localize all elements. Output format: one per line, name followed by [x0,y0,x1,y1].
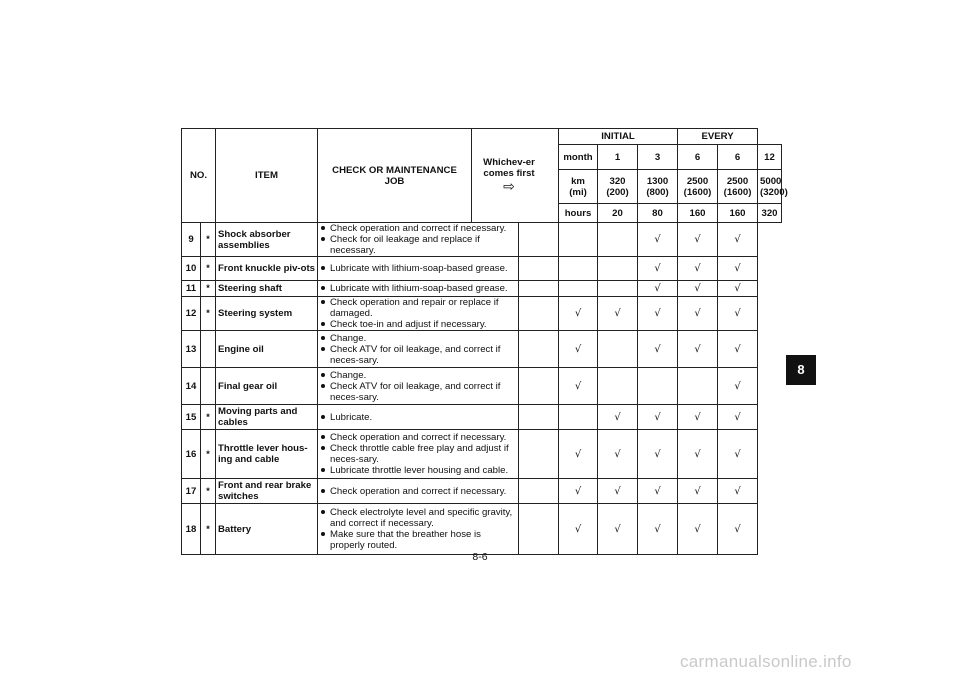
km-cell: 5000 (3200) [758,170,782,204]
bullet-icon [321,336,325,340]
check-mark-icon: √ [638,257,678,281]
km-cell: 2500 (1600) [718,170,758,204]
item-name: Front knuckle piv-ots [216,257,318,281]
month-cell: 6 [718,145,758,170]
job-text: Check ATV for oil leakage, and correct if neces-sary. [330,343,501,366]
check-mark-icon: √ [718,430,758,479]
check-mark-icon: √ [718,297,758,331]
check-mark-icon: √ [678,479,718,504]
hours-label: hours [559,204,598,223]
dealer-service-mark: * [201,257,216,281]
table-row [182,504,782,555]
empty-check-cell [598,223,638,257]
job-bullet-item [320,223,516,234]
check-mark-icon: √ [718,257,758,281]
header-check: CHECK OR MAINTENANCE JOB [318,129,472,223]
table-row [182,281,782,297]
table-row [182,257,782,281]
job-text: Check toe-in and adjust if necessary. [330,319,487,330]
empty-check-cell [638,368,678,405]
empty-cell [519,257,559,281]
bullet-icon [321,532,325,536]
maintenance-job [318,331,519,368]
bullet-icon [321,237,325,241]
header-initial: INITIAL [559,129,678,145]
job-text: Lubricate with lithium-soap-based grease. [330,283,508,294]
check-mark-icon: √ [718,405,758,430]
row-number: 10 [182,257,201,281]
row-number: 16 [182,430,201,479]
job-text: Check operation and correct if necessary. [330,432,507,443]
row-number: 11 [182,281,201,297]
check-mark-icon: √ [559,331,598,368]
dealer-service-mark [201,368,216,405]
item-name: Final gear oil [216,368,318,405]
dealer-service-mark: * [201,281,216,297]
chapter-tab: 8 [786,355,816,385]
empty-check-cell [598,257,638,281]
item-name: Moving parts and cables [216,405,318,430]
job-bullet-item [320,263,516,274]
row-number: 17 [182,479,201,504]
check-mark-icon: √ [559,368,598,405]
check-mark-icon: √ [638,281,678,297]
job-bullet-item [320,283,516,294]
check-mark-icon: √ [559,504,598,555]
job-text: Check ATV for oil leakage, and correct if neces-sary. [330,380,501,403]
table-row [182,331,782,368]
check-mark-icon: √ [678,405,718,430]
empty-check-cell [598,281,638,297]
dealer-service-mark: * [201,479,216,504]
check-mark-icon: √ [598,430,638,479]
job-text: Make sure that the breather hose is properly routed. [330,529,481,551]
job-text: Check electrolyte level and specific gravity, and correct if necessary. [330,507,513,529]
bullet-icon [321,347,325,351]
empty-cell [519,479,559,504]
maintenance-job [318,368,519,405]
job-bullet-item [320,333,516,344]
check-mark-icon: √ [638,297,678,331]
job-text: Check throttle cable free play and adjust if neces-sary. [330,443,509,465]
job-bullet-item [320,412,516,423]
check-mark-icon: √ [638,479,678,504]
maintenance-table [181,128,788,555]
check-mark-icon: √ [598,405,638,430]
job-text: Lubricate. [330,411,373,423]
bullet-icon [321,226,325,230]
maintenance-job [318,504,519,555]
bullet-icon [321,286,325,290]
page-number: 8-6 [472,551,488,563]
job-bullet-item [320,370,516,381]
item-name: Steering shaft [216,281,318,297]
item-name: Battery [216,504,318,555]
row-number: 13 [182,331,201,368]
row-number: 14 [182,368,201,405]
check-mark-icon: √ [718,368,758,405]
check-mark-icon: √ [559,430,598,479]
check-mark-icon: √ [598,479,638,504]
job-text: Lubricate throttle lever housing and cable. [330,465,509,476]
hours-cell: 160 [718,204,758,223]
check-mark-icon: √ [718,223,758,257]
empty-check-cell [559,223,598,257]
job-text: Change. [330,332,367,344]
empty-cell [519,281,559,297]
table-header [182,129,788,223]
bullet-icon [321,446,325,450]
job-bullet-item [320,465,516,476]
hours-cell: 160 [678,204,718,223]
km-cell: 1300 (800) [638,170,678,204]
dealer-service-mark [201,331,216,368]
check-mark-icon: √ [598,504,638,555]
table-row [182,479,782,504]
check-mark-icon: √ [718,479,758,504]
item-name: Shock absorber assemblies [216,223,318,257]
empty-check-cell [559,405,598,430]
job-bullet-item [320,381,516,403]
job-bullet-item [320,486,516,497]
right-arrow-icon: ⇨ [503,178,515,195]
bullet-icon [321,384,325,388]
header-no: NO. [182,129,216,223]
bullet-icon [321,373,325,377]
empty-cell [519,430,559,479]
empty-cell [519,331,559,368]
dealer-service-mark: * [201,504,216,555]
watermark: carmanualsonline.info [680,652,852,671]
item-name: Steering system [216,297,318,331]
job-bullet-item [320,443,516,465]
header-whichever [472,129,559,223]
empty-check-cell [559,257,598,281]
job-text: Check operation and correct if necessary. [330,485,507,497]
hours-cell: 80 [638,204,678,223]
maintenance-job [318,405,519,430]
bullet-icon [321,300,325,304]
bullet-icon [321,468,325,472]
bullet-icon [321,489,325,493]
item-name: Engine oil [216,331,318,368]
bullet-icon [321,510,325,514]
whichever-text: Whichev-er comes first [483,156,535,179]
job-bullet-item [320,319,516,330]
row-number: 18 [182,504,201,555]
maintenance-job [318,223,519,257]
row-number: 12 [182,297,201,331]
km-cell: 320 (200) [598,170,638,204]
job-bullet-item [320,234,516,256]
check-mark-icon: √ [678,430,718,479]
bullet-icon [321,266,325,270]
empty-cell [519,504,559,555]
check-mark-icon: √ [718,281,758,297]
empty-cell [519,223,559,257]
month-cell: 1 [598,145,638,170]
table-row [182,405,782,430]
check-mark-icon: √ [718,331,758,368]
check-mark-icon: √ [678,504,718,555]
table-row [182,368,782,405]
check-mark-icon: √ [638,405,678,430]
job-bullet-item [320,297,516,319]
job-bullet-item [320,432,516,443]
job-text: Check operation and correct if necessary. [330,223,507,234]
maintenance-job [318,430,519,479]
empty-check-cell [678,368,718,405]
job-text: Lubricate with lithium-soap-based grease. [330,263,508,274]
check-mark-icon: √ [678,297,718,331]
check-mark-icon: √ [678,331,718,368]
table-row [182,297,782,331]
job-text: Check for oil leakage and replace if necessary. [330,234,480,256]
row-number: 15 [182,405,201,430]
km-label: km (mi) [559,170,598,204]
job-bullet-item [320,507,516,529]
check-mark-icon: √ [638,223,678,257]
table-body [182,223,782,555]
check-mark-icon: √ [638,331,678,368]
row-number: 9 [182,223,201,257]
maintenance-job [318,479,519,504]
job-text: Change. [330,369,367,381]
check-mark-icon: √ [559,297,598,331]
item-name: Throttle lever hous-ing and cable [216,430,318,479]
item-name: Front and rear brake switches [216,479,318,504]
empty-check-cell [598,368,638,405]
check-mark-icon: √ [678,257,718,281]
empty-check-cell [598,331,638,368]
empty-check-cell [559,281,598,297]
dealer-service-mark: * [201,430,216,479]
check-mark-icon: √ [718,504,758,555]
month-label: month [559,145,598,170]
check-mark-icon: √ [559,479,598,504]
month-cell: 12 [758,145,782,170]
empty-cell [519,368,559,405]
job-bullet-item [320,529,516,551]
dealer-service-mark: * [201,405,216,430]
hours-cell: 20 [598,204,638,223]
empty-cell [519,297,559,331]
bullet-icon [321,415,325,419]
job-text: Check operation and repair or replace if damaged. [330,297,499,319]
bullet-icon [321,435,325,439]
hours-cell: 320 [758,204,782,223]
maintenance-job [318,297,519,331]
check-mark-icon: √ [638,504,678,555]
check-mark-icon: √ [598,297,638,331]
header-item: ITEM [216,129,318,223]
check-mark-icon: √ [638,430,678,479]
maintenance-job [318,257,519,281]
km-cell: 2500 (1600) [678,170,718,204]
header-every: EVERY [678,129,758,145]
bullet-icon [321,322,325,326]
empty-cell [519,405,559,430]
dealer-service-mark: * [201,297,216,331]
check-mark-icon: √ [678,223,718,257]
month-cell: 6 [678,145,718,170]
dealer-service-mark: * [201,223,216,257]
table-row [182,430,782,479]
table-row [182,223,782,257]
job-bullet-item [320,344,516,366]
maintenance-job [318,281,519,297]
check-mark-icon: √ [678,281,718,297]
month-cell: 3 [638,145,678,170]
